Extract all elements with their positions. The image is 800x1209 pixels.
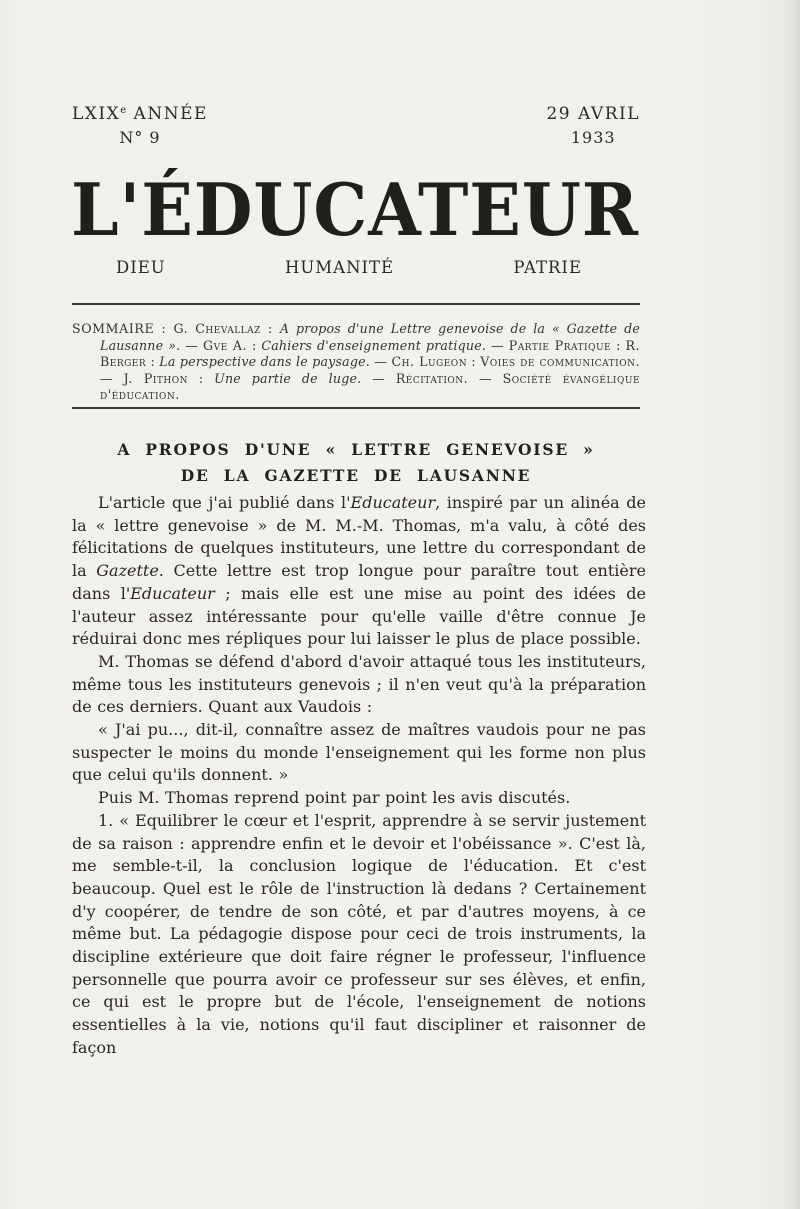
text-segment: Partie Pratique — [508, 337, 612, 353]
paragraph — [72, 492, 646, 651]
text-segment: — — [486, 337, 509, 353]
text-segment: . Cette lettre est trop longue pour paraître tout entière dans l' — [72, 561, 646, 603]
text-segment: , inspiré par un alinéa de la « lettre genevoise » de M. M.-M. Thomas, m'a valu, à côté des félicitations de quelques instituteurs, une lettre du correspondant de la — [72, 493, 646, 581]
text-segment: Récitation. — [395, 370, 469, 386]
text-segment: : — [247, 337, 262, 353]
text-segment: : — [188, 370, 215, 386]
text-segment: : — [146, 354, 160, 369]
sommaire-entries — [100, 321, 640, 402]
article-heading — [72, 437, 640, 489]
text-segment: Gve A. — [203, 337, 248, 353]
divider-rule-bottom — [72, 407, 640, 409]
text-segment: M. Thomas se défend d'abord d'avoir attaqué tous les instituteurs, même tous les instituteurs genevois ; il n'en veut qu'à la préparation de ces derniers. Quant aux Vaudois : — [72, 651, 646, 717]
volume-numeral: LXIX — [72, 104, 121, 124]
text-segment: Une partie de luge. — [214, 370, 362, 386]
motto-row — [72, 258, 640, 277]
masthead-meta-row — [72, 104, 640, 147]
scan-edge-shadow — [786, 0, 800, 1209]
volume-word: ANNÉE — [126, 104, 208, 124]
text-segment: L'article que j'ai publié dans l' — [98, 493, 351, 512]
text-segment: — — [361, 370, 396, 386]
text-segment: Gazette — [96, 561, 159, 581]
text-segment: Société évangélique d'éducation. — [100, 370, 641, 402]
text-segment: : — [611, 337, 626, 353]
motto-word-humanite: HUMANITÉ — [284, 258, 395, 277]
paragraph — [72, 651, 646, 719]
text-segment: Cahiers d'enseignement pratique. — [261, 337, 487, 353]
issue-year: 1933 — [570, 128, 616, 147]
motto-word-patrie: PATRIE — [513, 258, 582, 277]
text-segment: — — [100, 370, 124, 386]
issue-date-block — [546, 104, 640, 147]
volume-superscript: e — [120, 105, 127, 116]
text-segment: Ch. Lugeon — [391, 354, 468, 369]
issue-date: 29 AVRIL — [546, 104, 640, 124]
text-segment: — — [369, 354, 392, 369]
text-segment: — — [468, 370, 503, 386]
issue-number: N° 9 — [119, 128, 161, 147]
text-segment: : — [467, 354, 481, 369]
sommaire — [72, 321, 640, 404]
journal-title: L'ÉDUCATEUR — [71, 167, 640, 252]
text-segment: 1. « Equilibrer le cœur et l'esprit, apprendre à se servir justement de sa raison : apprendre enfin et le devoir et l'obéissance ». C'est là, me semble-t-il, la conclusion logique de l'éducation. Et c'est beaucoup. Quel est le rôle de l'instruction là dedans ? Certainement d'y coopérer, de tendre de son côté, et par d'autres moyens, à ce même but. La pédagogie dispose pour ceci de trois instruments, la discipline extérieure que doit faire régner le professeur, l'influence personnelle que pourra avoir ce professeur sur ses élèves, et enfin, ce qui est le propre but de l'école, l'enseignement de notions essentielles à la vie, notions qu'il faut discipliner et raisonner de façon — [72, 810, 646, 1057]
text-segment: G. Chevallaz : — [173, 321, 280, 336]
text-segment: R. Berger — [100, 337, 640, 369]
text-segment: Educateur — [130, 583, 215, 603]
divider-rule-top — [72, 303, 640, 305]
text-segment: Educateur — [350, 493, 436, 512]
text-segment: ; mais elle est une mise au point des idées de l'auteur assez intéressante pour qu'elle vaille d'être connue Je réduirai donc mes répliques pour lui laisser le plus de place possible. — [72, 583, 646, 649]
paragraph — [72, 787, 646, 810]
text-segment: Puis M. Thomas reprend point par point les avis discutés. — [98, 788, 571, 808]
journal-title-block — [71, 167, 643, 251]
article-heading-line2: DE LA GAZETTE DE LAUSANNE — [180, 466, 532, 485]
paragraph — [72, 810, 646, 1060]
issue-volume — [72, 104, 208, 124]
sommaire-label: SOMMAIRE : — [72, 321, 174, 336]
article-body — [72, 492, 646, 1060]
article-heading-line1: A PROPOS D'UNE « LETTRE GENEVOISE » — [117, 440, 595, 459]
text-segment: « J'ai pu..., dit-il, connaître assez de maîtres vaudois pour ne pas suspecter le moins du monde l'enseignement qui les forme non plus que celui qu'ils donnent. » — [72, 720, 646, 785]
journal-title-svg — [71, 167, 643, 251]
text-segment: Voies de communication. — [480, 354, 640, 369]
text-segment: — — [180, 337, 204, 353]
text-segment: La perspective dans le paysage. — [159, 354, 370, 369]
text-segment: J. Pithon — [123, 370, 188, 386]
issue-volume-block — [72, 104, 208, 147]
text-segment: A propos d'une Lettre genevoise de la « Gazette de Lausanne ». — [100, 321, 641, 353]
paragraph — [72, 719, 646, 787]
motto-word-dieu: DIEU — [116, 258, 166, 277]
